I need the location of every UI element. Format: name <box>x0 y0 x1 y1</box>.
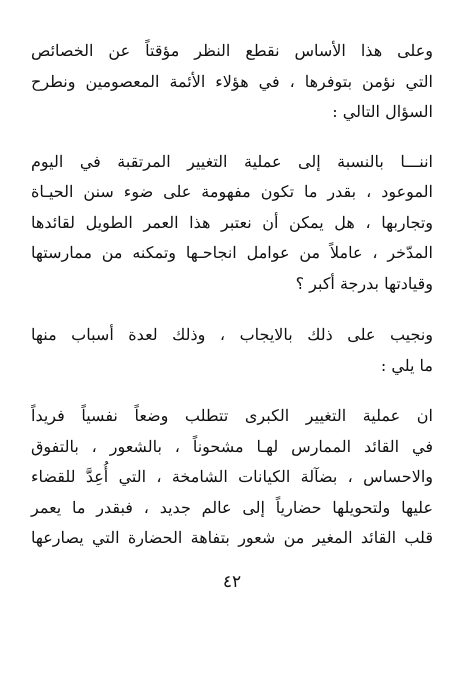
page-number: ٤٢ <box>222 572 242 592</box>
paragraph-4-line-4: عليها ولتحويلها حضارياً إلى عالم جديد ، فبقدر ما يعمر <box>31 498 433 517</box>
paragraph-3-line-1: ونجيب على ذلك بالايجاب ، وذلك لعدة أسباب منها <box>31 325 433 344</box>
paragraph-2-line-4: المدّخر ، عاملاً من عوامل انجاحـها وتمكنه من ممارستها <box>31 243 433 262</box>
paragraph-2-line-5: وقيادتها بدرجة أكبر ؟ <box>295 274 433 293</box>
paragraph-2-line-3: وتجاربها ، هل يمكن أن نعتبر هذا العمر الطويل لقائدها <box>31 213 433 232</box>
paragraph-3-line-2: ما يلي : <box>380 356 433 375</box>
paragraph-4-line-2: في القائد الممارس لهـا مشحوناً ، بالشعور ، بالتفوق <box>31 437 433 456</box>
paragraph-2-line-1: اننـــا بالنسبة إلى عملية التغيير المرتقبة في اليوم <box>31 152 433 171</box>
paragraph-4-line-1: ان عملية التغيير الكبرى تتطلب وضعاً نفسياً فريداً <box>31 406 433 425</box>
paragraph-4-line-5: قلب القائد المغير من شعور بتفاهة الحضارة التي يصارعها <box>31 528 433 547</box>
paragraph-1-line-2: التي نؤمن بتوفرها ، في هؤلاء الأئمة المعصومين ونطرح <box>31 72 433 91</box>
paragraph-4-line-3: والاحساس ، بضآلة الكيانات الشامخة ، التي أُعِدَّ للقضاء <box>31 467 433 486</box>
paragraph-1-line-1: وعلى هذا الأساس نقطع النظر مؤقتاً عن الخصائص <box>31 41 433 60</box>
paragraph-1-line-3: السؤال التالي : <box>332 102 433 121</box>
paragraph-2-line-2: الموعود ، بقدر ما تكون مفهومة على ضوء سنن الحيـاة <box>31 182 433 201</box>
